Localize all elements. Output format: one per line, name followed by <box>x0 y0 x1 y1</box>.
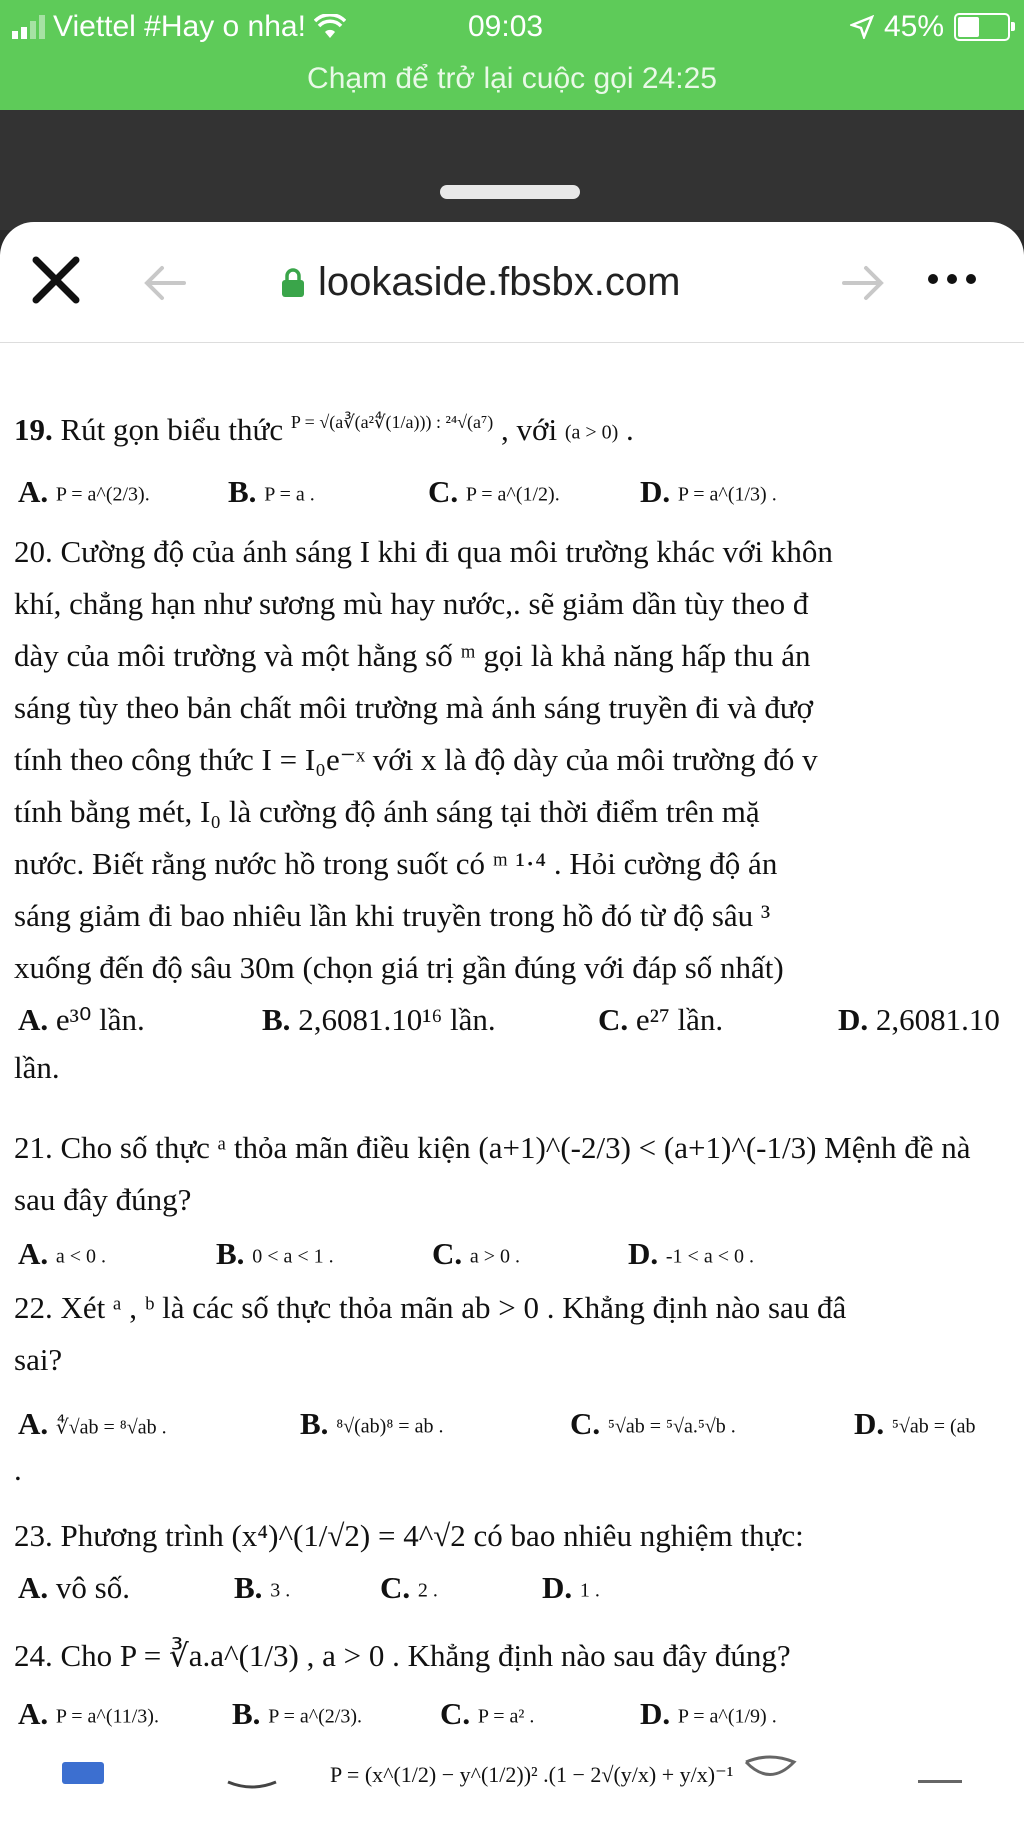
q20-line-5: tính theo công thức I = I₀e⁻ˣ với x là độ dày của môi trường đó v <box>14 742 818 777</box>
status-bar <box>0 0 1024 110</box>
q19-option-a: A. P = a^(2/3). <box>18 474 150 509</box>
q22-option-a: A. ∜√ab = ⁸√ab . <box>18 1406 167 1441</box>
q22-option-b: B. ⁸√(ab)⁸ = ab . <box>300 1406 444 1441</box>
q19-option-c: C. P = a^(1/2). <box>428 474 560 509</box>
battery-percent: 45% <box>883 10 944 43</box>
lock-icon <box>280 268 306 298</box>
q24-option-a: A. P = a^(11/3). <box>18 1696 159 1731</box>
q19-formula: P = √(a∛(a²∜(1/a))) : ²⁴√(a⁷) <box>290 412 494 432</box>
q24-line-1: 24. Cho P = ∛a.a^(1/3) , a > 0 . Khẳng định nào sau đây đúng? <box>14 1638 791 1673</box>
url-text: lookaside.fbsbx.com <box>318 260 681 304</box>
q20-option-d: D. 2,6081.10 <box>838 1002 1000 1037</box>
battery-icon <box>954 13 1010 41</box>
q20-option-b: B. 2,6081.10¹⁶ lần. <box>262 1002 496 1037</box>
q20-line-9: xuống đến độ sâu 30m (chọn giá trị gần đúng với đáp số nhất) <box>14 950 784 985</box>
q20-line-2: khí, chẳng hạn như sương mù hay nước,. sẽ giảm dần tùy theo đ <box>14 586 809 621</box>
call-banner[interactable]: Chạm để trở lại cuộc gọi 24:25 <box>307 62 717 95</box>
url-bar[interactable] <box>280 260 680 305</box>
q20-line-3: dày của môi trường và một hằng số ᵐ gọi là khả năng hấp thu án <box>14 638 811 673</box>
q20-option-c: C. e²⁷ lần. <box>598 1002 724 1037</box>
q20-option-a: A. e³⁰ lần. <box>18 1002 145 1037</box>
q22-line-1: 22. Xét ᵃ , ᵇ là các số thực thỏa mãn ab > 0 . Khẳng định nào sau đâ <box>14 1290 847 1325</box>
signal-icon <box>12 15 45 39</box>
carrier-info <box>12 10 346 44</box>
q21-option-b: B. 0 < a < 1 . <box>216 1236 334 1271</box>
close-icon[interactable] <box>26 250 86 310</box>
q25-formula: P = (x^(1/2) − y^(1/2))² .(1 − 2√(y/x) + y/x)⁻¹ <box>330 1762 734 1787</box>
q23-line-1: 23. Phương trình (x⁴)^(1/√2) = 4^√2 có bao nhiêu nghiệm thực: <box>14 1518 804 1553</box>
q20-line-1: 20. Cường độ của ánh sáng I khi đi qua môi trường khác với khôn <box>14 534 833 569</box>
q21-line-1: 21. Cho số thực ᵃ thỏa mãn điều kiện (a+1)^(-2/3) < (a+1)^(-1/3) Mệnh đề nà <box>14 1130 971 1165</box>
q24-option-b: B. P = a^(2/3). <box>232 1696 362 1731</box>
q21-option-d: D. -1 < a < 0 . <box>628 1236 754 1271</box>
q20-line-6: tính bằng mét, I₀ là cường độ ánh sáng tại thời điểm trên mặ <box>14 794 760 829</box>
smile-icon <box>740 1752 800 1792</box>
q21-option-a: A. a < 0 . <box>18 1236 107 1271</box>
back-arrow-icon[interactable] <box>140 258 190 308</box>
q23-option-b: B. 3 . <box>234 1570 291 1605</box>
status-right <box>850 10 1010 44</box>
q19-option-b: B. P = a . <box>228 474 315 509</box>
blue-block-icon <box>62 1762 104 1784</box>
q20-line-7: nước. Biết rằng nước hồ trong suốt có ᵐ ¹·⁴ . Hỏi cường độ án <box>14 846 778 881</box>
forward-arrow-icon[interactable] <box>838 258 888 308</box>
q19-option-d: D. P = a^(1/3) . <box>640 474 777 509</box>
face-icon <box>222 1752 282 1792</box>
q20-option-tail: lần. <box>14 1050 60 1085</box>
location-icon <box>850 15 874 39</box>
background-app <box>0 110 1024 230</box>
q24-option-c: C. P = a² . <box>440 1696 535 1731</box>
status-time: 09:03 <box>468 10 544 43</box>
q20-line-8: sáng giảm đi bao nhiêu lần khi truyền trong hồ đó từ độ sâu ³ <box>14 898 771 933</box>
q24-option-d: D. P = a^(1/9) . <box>640 1696 777 1731</box>
wifi-icon <box>314 14 346 40</box>
q23-option-a: A. vô số. <box>18 1570 130 1605</box>
browser-sheet <box>0 222 1024 1822</box>
more-icon[interactable] <box>928 274 976 284</box>
q23-option-d: D. 1 . <box>542 1570 600 1605</box>
carrier-name: Viettel #Hay o nha! <box>53 10 306 43</box>
q22-line-2: sai? <box>14 1342 63 1377</box>
q21-option-c: C. a > 0 . <box>432 1236 521 1271</box>
q21-line-2: sau đây đúng? <box>14 1182 192 1217</box>
q23-option-c: C. 2 . <box>380 1570 438 1605</box>
q22-option-d: D. ⁵√ab = (ab <box>854 1406 976 1441</box>
browser-toolbar <box>0 222 1024 343</box>
document-image <box>0 342 1024 1822</box>
q20-line-4: sáng tùy theo bản chất môi trường mà ánh sáng truyền đi và đượ <box>14 690 814 725</box>
bottom-overlay <box>0 1722 1024 1822</box>
q19-stem: 19. Rút gọn biểu thức $^{P = √(a∛(a^2∜(1/a))) : ^{24}√(a^7)}$ , với (a > 0) . <box>14 412 634 447</box>
q22-dot: . <box>14 1452 22 1487</box>
sheet-drag-handle[interactable] <box>440 185 580 199</box>
q22-option-c: C. ⁵√ab = ⁵√a.⁵√b . <box>570 1406 736 1441</box>
dash-icon <box>918 1780 962 1783</box>
